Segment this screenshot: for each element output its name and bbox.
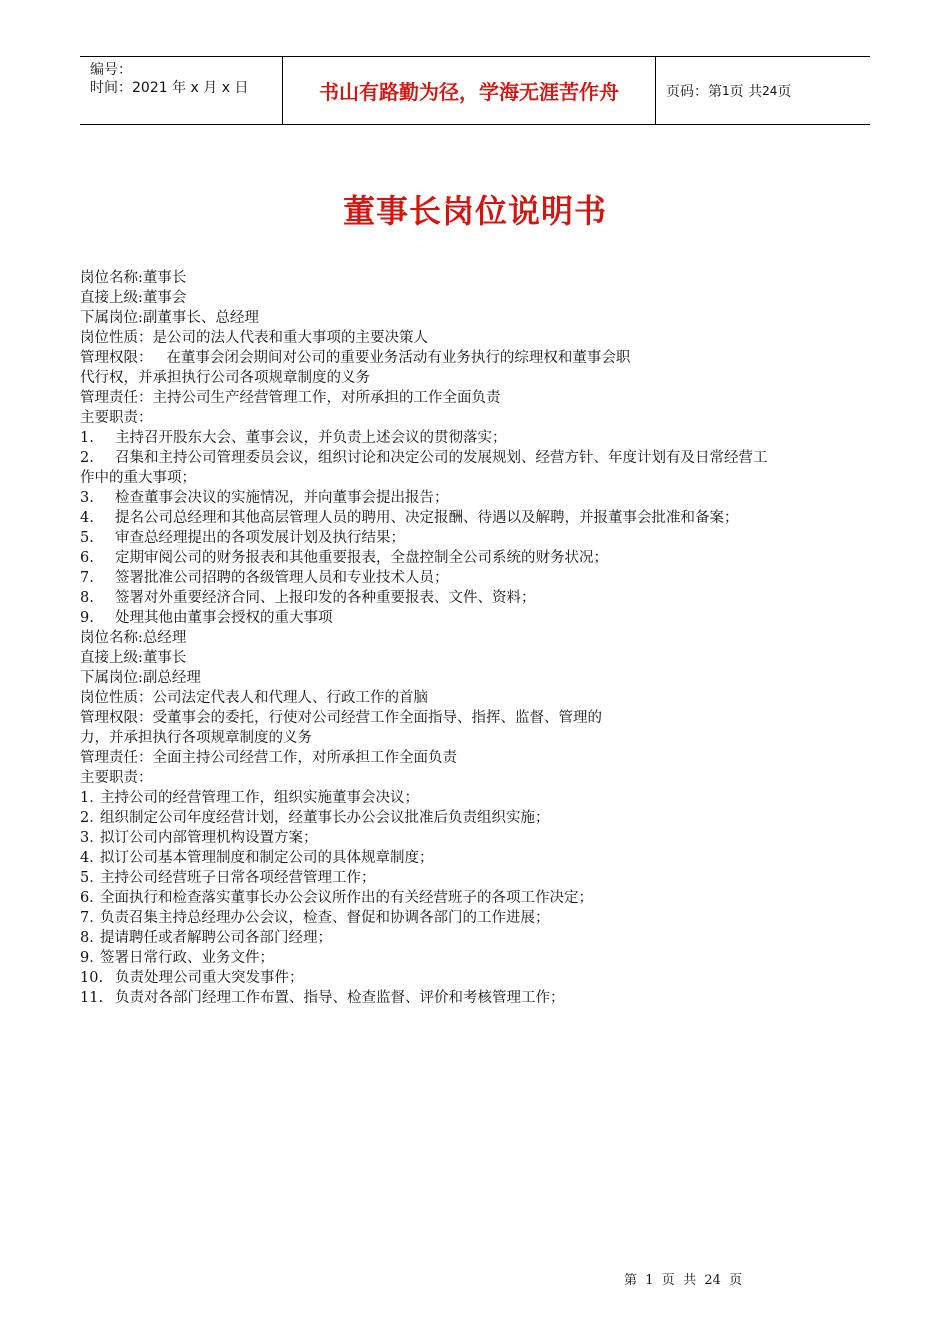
header-info-cell bbox=[80, 57, 282, 124]
duty-text: 组织制定公司年度经营计划，经董事长办公会议批准后负责组织实施； bbox=[100, 810, 550, 826]
duty-item bbox=[80, 888, 870, 908]
duty-item bbox=[80, 488, 870, 508]
duty-item bbox=[80, 948, 870, 968]
duty-item bbox=[80, 508, 870, 528]
post-name: 岗位名称:总经理 bbox=[80, 630, 187, 646]
duties-label: 主要职责： bbox=[80, 770, 153, 786]
date-label: 时间：2021 年 x 月 x 日 bbox=[90, 80, 249, 96]
duty-number: 2. bbox=[80, 450, 94, 466]
page-end: 页 bbox=[777, 83, 792, 100]
duty-text: 提名公司总经理和其他高层管理人员的聘用、决定报酬、待遇以及解聘，并报董事会批准和备案； bbox=[115, 510, 739, 526]
duty-number: 11. bbox=[80, 990, 104, 1006]
duty-number: 6． bbox=[80, 890, 104, 906]
duty-item bbox=[80, 548, 870, 568]
duty-number: 6. bbox=[80, 550, 94, 566]
duty-number: 2． bbox=[80, 810, 104, 826]
duty-item bbox=[80, 828, 870, 848]
duty-item bbox=[80, 428, 870, 448]
duty-item bbox=[80, 868, 870, 888]
duty-item bbox=[80, 848, 870, 868]
duty-text: 签署对外重要经济合同、上报印发的各种重要报表、文件、资料； bbox=[115, 590, 536, 606]
duty-text: 负责召集主持总经理办公会议，检查、督促和协调各部门的工作进展； bbox=[100, 910, 550, 926]
document-body bbox=[80, 268, 870, 1008]
direct-superior: 直接上级:董事长 bbox=[80, 650, 187, 666]
duty-item bbox=[80, 988, 870, 1008]
duty-text: 主持公司的经营管理工作，组织实施董事会决议； bbox=[100, 790, 419, 806]
motto: 书山有路勤为径，学海无涯苦作舟 bbox=[319, 80, 619, 104]
authority-line-1: 管理权限： 在董事会闭会期间对公司的重要业务活动有业务执行的综理权和董事会职 bbox=[80, 350, 631, 366]
page-total: 24 bbox=[762, 83, 778, 98]
header-page-cell bbox=[656, 57, 870, 124]
duty-text: 召集和主持公司管理委员会议，组织讨论和决定公司的发展规划、经营方针、年度计划有及日常经营工 bbox=[115, 450, 768, 466]
duty-text: 全面执行和检查落实董事长办公会议所作出的有关经营班子的各项工作决定； bbox=[100, 890, 593, 906]
responsibility: 管理责任：全面主持公司经营工作，对所承担工作全面负责 bbox=[80, 750, 457, 766]
duty-item bbox=[80, 908, 870, 928]
duty-item bbox=[80, 588, 870, 608]
duty-item bbox=[80, 788, 870, 808]
duty-number: 1． bbox=[80, 790, 104, 806]
authority-line-1: 管理权限：受董事会的委托，行使对公司经营工作全面指导、指挥、监督、管理的 bbox=[80, 710, 602, 726]
authority-line-2: 力，并承担执行各项规章制度的义务 bbox=[80, 730, 312, 746]
duty-number: 3. bbox=[80, 490, 94, 506]
page-label: 页码：第 bbox=[666, 83, 722, 100]
duty-text: 主持召开股东大会、董事会议，并负责上述会议的贯彻落实； bbox=[115, 430, 507, 446]
duty-text: 拟订公司内部管理机构设置方案； bbox=[100, 830, 318, 846]
duty-number: 7. bbox=[80, 570, 94, 586]
duty-text: 负责对各部门经理工作布置、指导、检查监督、评价和考核管理工作； bbox=[115, 990, 565, 1006]
duty-item bbox=[80, 968, 870, 988]
post-name: 岗位名称:董事长 bbox=[80, 270, 187, 286]
direct-superior: 直接上级:董事会 bbox=[80, 290, 187, 306]
subordinate-posts: 下属岗位:副总经理 bbox=[80, 670, 201, 686]
page-number: 1 bbox=[722, 83, 730, 98]
duty-item bbox=[80, 808, 870, 828]
duty-text: 检查董事会决议的实施情况，并向董事会提出报告； bbox=[115, 490, 449, 506]
duty-text: 拟订公司基本管理制度和制定公司的具体规章制度； bbox=[100, 850, 434, 866]
duty-number: 4． bbox=[80, 850, 104, 866]
header-motto-cell bbox=[282, 57, 656, 124]
serial-label: 编号： bbox=[90, 62, 132, 78]
duty-text: 定期审阅公司的财务报表和其他重要报表，全盘控制全公司系统的财务状况； bbox=[115, 550, 608, 566]
duty-text: 提请聘任或者解聘公司各部门经理； bbox=[100, 930, 332, 946]
duty-text: 签署批准公司招聘的各级管理人员和专业技术人员； bbox=[115, 570, 449, 586]
page-footer: 第 1 页 共 24 页 bbox=[624, 1273, 743, 1288]
authority-line-2: 代行权，并承担执行公司各项规章制度的义务 bbox=[80, 370, 370, 386]
duty-item bbox=[80, 568, 870, 588]
page-mid: 页 共 bbox=[729, 83, 763, 100]
responsibility: 管理责任：主持公司生产经营管理工作，对所承担的工作全面负责 bbox=[80, 390, 501, 406]
duty-number: 4. bbox=[80, 510, 94, 526]
duty-item bbox=[80, 448, 870, 468]
post-nature: 岗位性质：公司法定代表人和代理人、行政工作的首脑 bbox=[80, 690, 428, 706]
duty-item-continuation: 作中的重大事项； bbox=[80, 470, 196, 486]
post-nature: 岗位性质：是公司的法人代表和重大事项的主要决策人 bbox=[80, 330, 428, 346]
duty-text: 主持公司经营班子日常各项经营管理工作； bbox=[100, 870, 376, 886]
duty-number: 7． bbox=[80, 910, 104, 926]
duty-number: 8． bbox=[80, 930, 104, 946]
duty-number: 1. bbox=[80, 430, 94, 446]
duty-number: 8. bbox=[80, 590, 94, 606]
duty-number: 10. bbox=[80, 970, 104, 986]
duty-item bbox=[80, 528, 870, 548]
duty-number: 3． bbox=[80, 830, 104, 846]
duty-text: 审查总经理提出的各项发展计划及执行结果； bbox=[115, 530, 405, 546]
duty-number: 5． bbox=[80, 870, 104, 886]
duty-text: 签署日常行政、业务文件； bbox=[100, 950, 274, 966]
duty-number: 9. bbox=[80, 610, 94, 626]
duty-number: 9． bbox=[80, 950, 104, 966]
duties-label: 主要职责： bbox=[80, 410, 153, 426]
header-table bbox=[80, 56, 870, 125]
document-title: 董事长岗位说明书 bbox=[342, 192, 607, 230]
duty-number: 5. bbox=[80, 530, 94, 546]
subordinate-posts: 下属岗位:副董事长、总经理 bbox=[80, 310, 259, 326]
duty-item bbox=[80, 928, 870, 948]
duty-text: 处理其他由董事会授权的重大事项 bbox=[115, 610, 333, 626]
duty-item bbox=[80, 608, 870, 628]
duty-text: 负责处理公司重大突发事件； bbox=[115, 970, 304, 986]
